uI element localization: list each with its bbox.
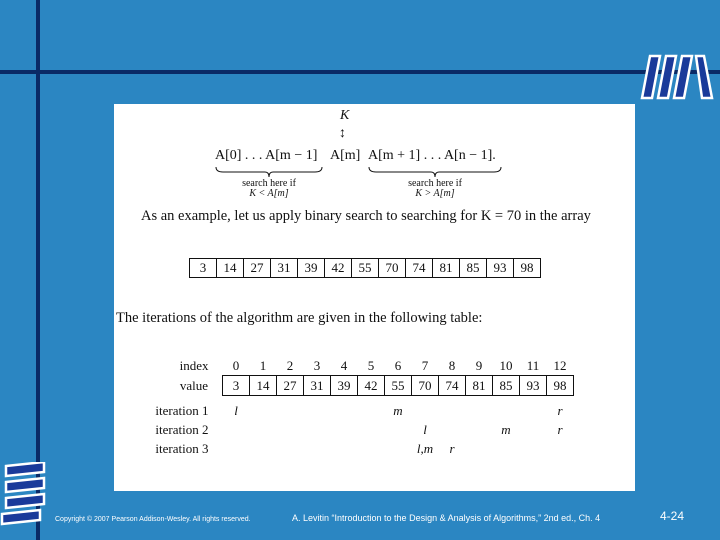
iteration-cell (466, 440, 493, 459)
iteration-cell: l (234, 403, 238, 418)
index-cell: 0 (232, 357, 240, 373)
value-row (142, 376, 574, 396)
iteration-3-label: iteration 3 (155, 441, 209, 456)
index-cell: 4 (340, 357, 348, 373)
iteration-cell: m (393, 403, 403, 418)
iteration-cell (358, 402, 385, 421)
array-cell: 98 (514, 259, 541, 278)
iteration-row-1 (142, 402, 574, 421)
value-cell: 31 (304, 376, 331, 396)
citation-text: A. Levitin “Introduction to the Design & Analysis of Algorithms,” 2nd ed., Ch. 4 (292, 513, 601, 523)
iteration-cell (547, 440, 574, 459)
iteration-cell (493, 402, 520, 421)
iteration-cell (277, 421, 304, 440)
iteration-cell (250, 440, 277, 459)
iteration-cell (412, 402, 439, 421)
key-label: K (340, 108, 350, 123)
index-cell: 8 (448, 357, 456, 373)
frame-horizontal-line (0, 70, 720, 74)
value-cell: 3 (223, 376, 250, 396)
decorative-logo-bottom-icon (0, 462, 48, 532)
index-row (142, 356, 574, 376)
index-cell: 9 (475, 357, 483, 373)
value-cell: 14 (250, 376, 277, 396)
iteration-1-label: iteration 1 (155, 403, 209, 418)
iteration-cell (304, 421, 331, 440)
iteration-cell: r (557, 422, 563, 437)
right-caption (385, 179, 485, 199)
value-cell: 42 (358, 376, 385, 396)
iteration-cell (331, 402, 358, 421)
left-caption-line-1: search here if (242, 178, 296, 189)
value-cell: 55 (385, 376, 412, 396)
iteration-cell (358, 440, 385, 459)
value-cell: 70 (412, 376, 439, 396)
iteration-cell (304, 440, 331, 459)
middle-element-label: A[m] (330, 148, 361, 163)
left-caption-line-2: K < A[m] (249, 188, 289, 199)
iteration-cell (331, 440, 358, 459)
array-row (190, 259, 541, 278)
left-caption (219, 179, 319, 199)
value-cell: 39 (331, 376, 358, 396)
iteration-row-2 (142, 421, 574, 440)
array-table (189, 258, 541, 278)
iteration-cell (466, 402, 493, 421)
iteration-cell: r (557, 403, 563, 418)
iteration-cell (223, 440, 250, 459)
iteration-cell (520, 421, 547, 440)
index-cell: 3 (313, 357, 321, 373)
iteration-cell (358, 421, 385, 440)
value-row-label: value (179, 377, 208, 393)
index-cell: 12 (553, 357, 567, 373)
iteration-cell (277, 402, 304, 421)
iterations-table (142, 356, 574, 459)
index-cell: 7 (421, 357, 429, 373)
slide-number: 4-24 (660, 509, 685, 523)
left-part-label: A[0] . . . A[m − 1] (215, 148, 318, 163)
array-cell: 93 (487, 259, 514, 278)
iteration-cell (520, 440, 547, 459)
iteration-cell (223, 421, 250, 440)
iterations-sentence: The iterations of the algorithm are given in the following table: (116, 310, 483, 326)
iteration-cell (493, 440, 520, 459)
array-cell: 31 (271, 259, 298, 278)
array-cell: 14 (217, 259, 244, 278)
iteration-cell (250, 402, 277, 421)
iteration-cell: r (449, 441, 455, 456)
value-cell: 27 (277, 376, 304, 396)
array-cell: 3 (190, 259, 217, 278)
iteration-cell (466, 421, 493, 440)
iteration-cell: m (501, 422, 511, 437)
iteration-row-3 (142, 440, 574, 459)
iteration-cell (331, 421, 358, 440)
key-arrow: ↕ (339, 126, 346, 141)
index-row-label: index (179, 357, 209, 373)
iteration-cell (520, 402, 547, 421)
array-cell: 81 (433, 259, 460, 278)
array-cell: 27 (244, 259, 271, 278)
iteration-cell (304, 402, 331, 421)
iteration-cell: l,m (416, 441, 434, 456)
iteration-cell (385, 440, 412, 459)
iteration-cell (385, 421, 412, 440)
right-caption-line-1: search here if (408, 178, 462, 189)
right-caption-line-2: K > A[m] (415, 188, 455, 199)
value-cell: 93 (520, 376, 547, 396)
left-brace (215, 166, 323, 178)
index-cell: 6 (394, 357, 402, 373)
copyright-text: Copyright © 2007 Pearson Addison-Wesley. All rights reserved. (55, 516, 251, 523)
right-part-label: A[m + 1] . . . A[n − 1]. (368, 148, 496, 163)
index-cell: 11 (526, 357, 540, 373)
index-cell: 2 (286, 357, 294, 373)
iteration-cell (439, 402, 466, 421)
example-sentence: As an example, let us apply binary search to searching for K = 70 in the array (141, 208, 591, 224)
decorative-logo-icon (640, 52, 716, 102)
iteration-cell (439, 421, 466, 440)
array-cell: 39 (298, 259, 325, 278)
array-cell: 74 (406, 259, 433, 278)
value-cell: 74 (439, 376, 466, 396)
array-cell: 42 (325, 259, 352, 278)
index-cell: 5 (367, 357, 375, 373)
index-cell: 1 (259, 357, 267, 373)
value-cell: 98 (547, 376, 574, 396)
iteration-cell: l (423, 422, 427, 437)
iteration-2-label: iteration 2 (155, 422, 209, 437)
index-cell: 10 (499, 357, 513, 373)
frame-vertical-line (36, 0, 40, 540)
array-cell: 55 (352, 259, 379, 278)
array-cell: 70 (379, 259, 406, 278)
iteration-cell (277, 440, 304, 459)
slide-content (114, 104, 635, 491)
value-cell: 85 (493, 376, 520, 396)
iteration-cell (250, 421, 277, 440)
right-brace (368, 166, 502, 178)
array-cell: 85 (460, 259, 487, 278)
value-cell: 81 (466, 376, 493, 396)
